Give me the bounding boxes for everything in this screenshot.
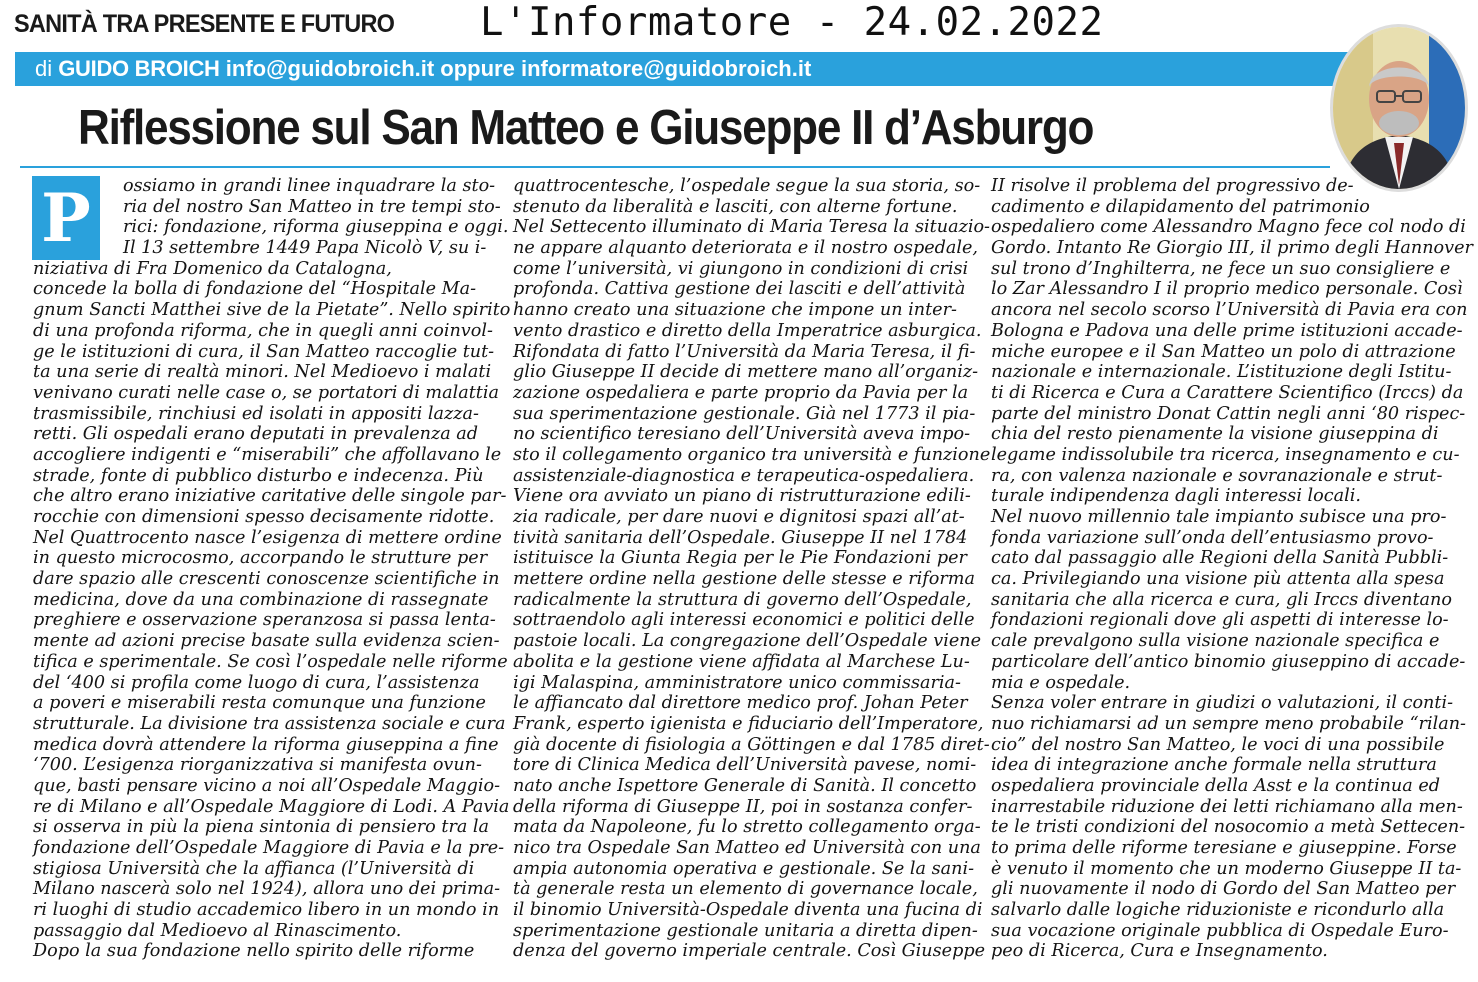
article-line: il binomio Università-Ospedale diventa una fucina di — [513, 900, 983, 921]
article-line: denza del governo imperiale centrale. Così Giuseppe — [513, 941, 986, 962]
byline-bar — [15, 52, 1355, 86]
article-line: Viene ora avviato un piano di ristrutturazione edili- — [513, 486, 971, 507]
article-line: ta una serie di realtà minori. Nel Medioevo i malati — [33, 362, 492, 383]
article-line: zia radicale, per dare nuovi e dignitosi spazi all’at- — [513, 507, 965, 527]
article-line: cadimento e dilapidamento del patrimonio — [991, 196, 1370, 217]
article-line: Senza voler entrare in giudizi o valutazioni, il conti- — [991, 693, 1454, 714]
article-line: quattrocentesche, l’ospedale segue la sua storia, so- — [513, 176, 981, 196]
article-line: preghiere e osservazione speranzosa si passa lenta- — [33, 610, 496, 631]
article-line: tifica e sperimentale. Se così l’ospedale nelle riforme — [33, 651, 508, 672]
article-line: ria del nostro San Matteo in tre tempi sto- — [123, 196, 501, 217]
article-column-3 — [991, 176, 1473, 962]
article-line: rici: fondazione, riforma giuseppina e oggi. — [123, 217, 509, 238]
masthead-date: L'Informatore - 24.02.2022 — [480, 0, 1104, 45]
article-line: nuo richiamarsi ad un sempre meno probabile “rilan- — [991, 713, 1466, 734]
article-line: nazionale e internazionale. L’istituzione degli Istitu- — [991, 362, 1452, 383]
article-line: pastoie locali. La congregazione dell’Ospedale viene — [513, 631, 982, 652]
article-line: cato dal passaggio alle Regioni della Sanità Pubbli- — [991, 548, 1449, 569]
article-line: hanno creato una situazione che impone un inter- — [513, 300, 957, 321]
article-line: ra, con valenza nazionale e sovranazionale e strut- — [991, 465, 1443, 486]
article-line: sto il collegamento organico tra università e funzione — [513, 444, 991, 465]
article-line: parte del ministro Donat Cattin negli anni ‘80 rispec- — [991, 403, 1466, 424]
article-line: stigiosa Università che la affianca (l’Università di — [33, 858, 475, 879]
article-line: cio” del nostro San Matteo, le voci di una possibile — [991, 734, 1445, 755]
article-line: tore di Clinica Medica dell’Università pavese, nomi- — [513, 755, 977, 776]
article-line: Nel nuovo millennio tale impianto subisce una pro- — [991, 507, 1447, 527]
article-line: profonda. Cattiva gestione dei lasciti e dell’attività — [513, 279, 966, 300]
article-line: le affiancato dal direttore medico prof. Johan Peter — [513, 693, 968, 714]
article-line: Gordo. Intanto Re Giorgio III, il primo degli Hannover — [991, 238, 1473, 259]
article-line: ossiamo in grandi linee inquadrare la sto- — [123, 176, 496, 196]
article-line: Frank, esperto igienista e fiduciario dell’Imperatore, — [513, 713, 984, 734]
article-line: gli nuovamente il nodo di Gordo del San Matteo per — [991, 879, 1456, 900]
article-line: fondazioni regionali dove gli aspetti di interesse lo- — [991, 610, 1449, 631]
article-line: inarrestabile riduzione dei letti richiamano alla men- — [991, 796, 1463, 817]
article-line: mia e ospedale. — [991, 672, 1131, 693]
article-line: Rifondata di fatto l’Università da Maria Teresa, il fi- — [513, 341, 976, 362]
article-line: Nel Quattrocento nasce l’esigenza di mettere ordine — [33, 527, 502, 548]
article-line: sul trono d’Inghilterra, ne fece un suo consigliere e — [991, 258, 1451, 279]
article-line: Nel Settecento illuminato di Maria Teresa la situazio- — [513, 217, 990, 238]
article-line: tà generale resta un elemento di governance locale, — [513, 879, 978, 900]
article-line: in questo microcosmo, accorpando le strutture per — [33, 548, 488, 569]
article-line: idea di integrazione anche formale nella struttura — [991, 755, 1437, 776]
article-line: accogliere indigenti e “miserabili” che affollavano le — [33, 444, 502, 465]
article-line: Dopo la sua fondazione nello spirito delle riforme — [33, 941, 475, 962]
article-line: ge le istituzioni di cura, il San Matteo raccoglie tut- — [33, 341, 495, 362]
article-line: Bologna e Padova una delle prime istituzioni accade- — [991, 320, 1463, 341]
article-line: rocchie con dimensioni spesso decisamente ridotte. — [33, 507, 495, 527]
drop-cap: P — [32, 176, 100, 260]
article-line: fondazione dell’Ospedale Maggiore di Pavia e la pre- — [33, 838, 505, 858]
article-column-1 — [33, 176, 510, 962]
article-line: mente ad azioni precise basate sulla evidenza scien- — [33, 631, 500, 652]
article-line: abolita e la gestione viene affidata al Marchese Lu- — [513, 651, 970, 672]
byline-contact: info@guidobroich.it oppure informatore@guidobroich.it — [225, 56, 812, 81]
article-line: del ‘400 si profila come luogo di cura, l’assistenza — [33, 672, 480, 693]
article-line: assistenziale-diagnostica e terapeutica-ospedaliera. — [513, 465, 975, 486]
article-line: di una profonda riforma, che in quegli anni coinvol- — [33, 320, 493, 341]
article-line: miche europee e il San Matteo un polo di attrazione — [991, 341, 1456, 362]
article-line: legame indissolubile tra ricerca, insegnamento e cu- — [991, 444, 1460, 465]
article-line: no scientifico teresiano dell’Università aveva impo- — [513, 424, 971, 445]
article-line: strade, fonte di pubblico disturbo e indecenza. Più — [33, 465, 484, 486]
article-column-2 — [513, 176, 990, 962]
article-line: concede la bolla di fondazione del “Hospitale Ma- — [33, 279, 477, 300]
article-line: medica dovrà attendere la riforma giuseppina a fine — [33, 734, 499, 755]
article-line: zazione ospedaliera e parte proprio da Pavia per la — [513, 382, 969, 403]
article-line: niziativa di Fra Domenico da Catalogna, — [33, 258, 392, 279]
article-line: sanitaria che alla ricerca e cura, gli Irccs diventano — [991, 589, 1452, 610]
article-line: è venuto il momento che un moderno Giuseppe II ta- — [991, 858, 1462, 879]
article-line: dare spazio alle crescenti conoscenze scientifiche in — [33, 569, 500, 590]
article-line: to prima delle riforme teresiane e giuseppine. Forse — [991, 838, 1457, 858]
article-line: igi Malaspina, amministratore unico commissaria- — [513, 672, 961, 693]
article-line: passaggio dal Medioevo al Rinascimento. — [33, 920, 402, 941]
article-line: sua vocazione originale pubblica di Ospedale Euro- — [991, 920, 1449, 941]
article-line: gnum Sancti Matthei sive de la Pietate”. Nello spirito — [33, 300, 511, 321]
article-line: sottraendolo agli interessi economici e politici delle — [513, 610, 975, 631]
article-line: nico tra Ospedale San Matteo ed Università con una — [513, 838, 981, 858]
article-line: venivano curati nelle case o, se portatori di malattia — [33, 382, 499, 403]
article-line: chia del resto pienamente la visione giuseppina di — [991, 424, 1439, 445]
article-line: te le tristi condizioni del nosocomio a metà Settecen- — [991, 817, 1466, 838]
article-line: que, basti pensare vicino a noi all’Ospedale Maggio- — [33, 775, 501, 796]
article-line: che altro erano iniziative caritative delle singole par- — [33, 486, 507, 507]
article-line: mata da Napoleone, fu lo stretto collegamento orga- — [513, 817, 981, 838]
article-line: già docente di fisiologia a Göttingen e dal 1785 diret- — [513, 734, 990, 755]
headline-divider — [20, 166, 1330, 168]
article-line: ca. Privilegiando una visione più attenta alla spesa — [991, 569, 1445, 590]
article-line: radicalmente la struttura di governo dell’Ospedale, — [513, 589, 972, 610]
article-line: stenuto da liberalità e lasciti, con alterne fortune. — [513, 196, 958, 217]
article-line: della riforma di Giuseppe II, poi in sostanza confer- — [513, 796, 973, 817]
article-line: ti di Ricerca e Cura a Carattere Scientifico (Irccs) da — [991, 382, 1464, 403]
article-line: ospedaliero come Alessandro Magno fece col nodo di — [991, 217, 1466, 238]
article-line: tività sanitaria dell’Ospedale. Giuseppe II nel 1784 — [513, 527, 968, 548]
article-line: Milano nascerà solo nel 1924), allora uno dei prima- — [33, 879, 501, 900]
author-portrait-illustration — [1333, 27, 1465, 189]
article-line: ospedaliera provinciale della Asst e la continua ed — [991, 775, 1441, 796]
article-line: sperimentazione gestionale unitaria a diretta dipen- — [513, 920, 978, 941]
article-line: salvarlo dalle logiche riduzioniste e ricondurlo alla — [991, 900, 1445, 921]
article-line: particolare dell’antico binomio giuseppino di accade- — [991, 651, 1466, 672]
article-line: lo Zar Alessandro I il proprio medico personale. Così — [991, 279, 1463, 300]
section-title: SANITÀ TRA PRESENTE E FUTURO — [14, 10, 395, 38]
article-line: si osserva in più la piena sintonia di pensiero tra la — [33, 817, 490, 838]
article-line: retti. Gli ospedali erano deputati in prevalenza ad — [33, 424, 479, 445]
article-line: ne appare alquanto deteriorata e il nostro ospedale, — [513, 238, 979, 259]
article-line: vento drastico e diretto della Imperatrice asburgica. — [513, 320, 982, 341]
article-line: II risolve il problema del progressivo de- — [991, 176, 1354, 196]
article-line: ‘700. L’esigenza riorganizzativa si manifesta ovun- — [33, 755, 482, 776]
article-line: Il 13 settembre 1449 Papa Nicolò V, su i- — [123, 238, 487, 259]
author-portrait — [1330, 24, 1468, 192]
article-line: istituisce la Giunta Regia per le Pie Fondazioni per — [513, 548, 967, 569]
article-line: nato anche Ispettore Generale di Sanità. Il concetto — [513, 775, 977, 796]
article-line: ancora nel secolo scorso l’Università di Pavia era con — [991, 300, 1468, 321]
article-line: a poveri e miserabili resta comunque una funzione — [33, 693, 486, 714]
article-line: sua sperimentazione gestionale. Già nel 1773 il pia- — [513, 403, 976, 424]
byline-author: GUIDO BROICH — [58, 56, 220, 81]
article-line: peo di Ricerca, Cura e Insegnamento. — [991, 941, 1328, 962]
article-line: ampia autonomia operativa e gestionale. Se la sani- — [513, 858, 975, 879]
article-headline: Riflessione sul San Matteo e Giuseppe II d’Asburgo — [78, 101, 1094, 155]
article-line: mettere ordine nella gestione delle stesse e riforma — [513, 569, 975, 590]
article-line: glio Giuseppe II decide di mettere mano all’organiz- — [513, 362, 979, 383]
article-line: strutturale. La divisione tra assistenza sociale e cura — [33, 713, 506, 734]
article-line: come l’università, vi giungono in condizioni di crisi — [513, 258, 969, 279]
article-line: re di Milano e all’Ospedale Maggiore di Lodi. A Pavia — [33, 796, 510, 817]
byline-prefix: di — [35, 56, 53, 81]
article-line: ri luoghi di studio accademico libero in un mondo in — [33, 900, 500, 921]
article-line: fonda variazione sull’onda dell’entusiasmo provo- — [991, 527, 1434, 548]
article-line: trasmissibile, rinchiusi ed isolati in appositi lazza- — [33, 403, 479, 424]
article-line: turale indipendenza dagli interessi locali. — [991, 486, 1361, 507]
article-line: cale prevalgono sulla visione nazionale specifica e — [991, 631, 1440, 652]
article-line: medicina, dove da una combinazione di rassegnate — [33, 589, 489, 610]
